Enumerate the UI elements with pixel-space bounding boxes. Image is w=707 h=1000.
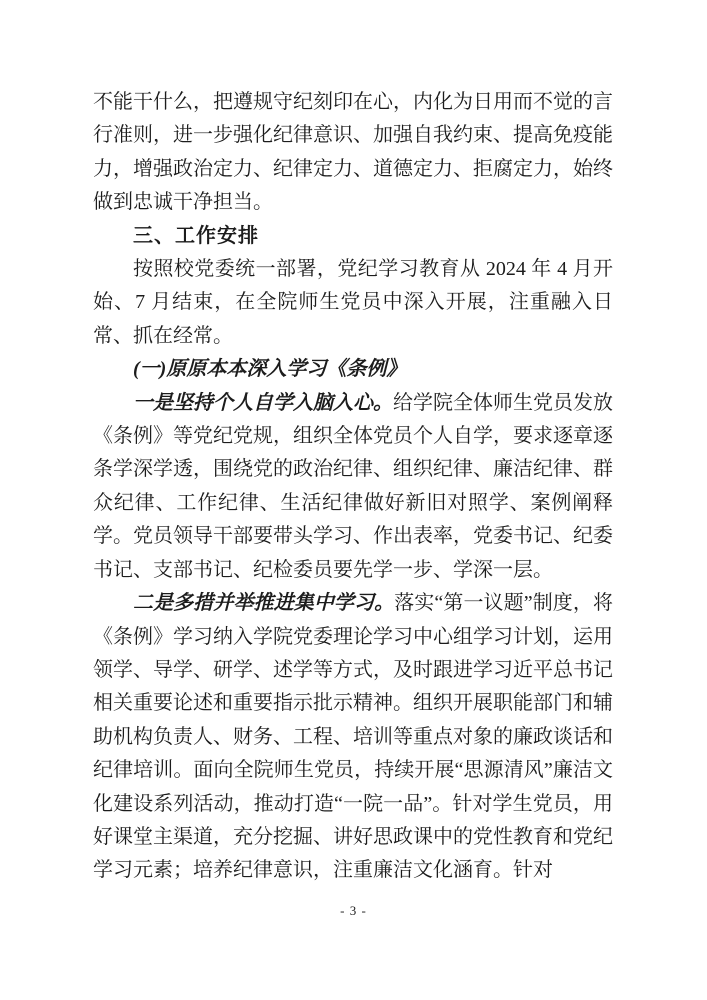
- item2-body-text: 落实“第一议题”制度，将《条例》学习纳入学院党委理论学习中心组学习计划，运用领学、导学、研学、述学等方式，及时跟进学习近平总书记相关重要论述和重要指示批示精神。组织开展职能部门和辅助机构负责人、财务、工程、培训等重点对象的廉政谈话和纪律培训。面向全院师生党员，持续开展“思源清风”廉洁文化建设系列活动，推动打造“一院一品”。针对学生党员，用好课堂主渠道，充分挖掘、讲好思政课中的党性教育和党纪学习元素；培养纪律意识，注重廉洁文化涵育。针对: [93, 592, 613, 882]
- section-heading-work-arrangement: 三、工作安排: [133, 224, 259, 247]
- paragraph-item1: [93, 387, 613, 587]
- page-number: - 3 -: [340, 903, 367, 918]
- paragraph-continuation: 不能干什么，把遵规守纪刻印在心，内化为日用而不觉的言行准则，进一步强化纪律意识、加强自我约束、提高免疫能力，增强政治定力、纪律定力、道德定力、拒腐定力，始终做到忠诚干净担当。: [93, 91, 613, 214]
- paragraph-item2: [93, 587, 613, 888]
- document-body: [93, 86, 613, 888]
- item1-lead-sentence: 一是坚持个人自学入脑入心。: [133, 391, 393, 414]
- paragraph-overview: 按照校党委统一部署，党纪学习教育从 2024 年 4 月开始、7 月结束，在全院师生党员中深入开展，注重融入日常、抓在经常。: [93, 258, 613, 347]
- subsection-heading-study-regulations: (一)原原本本深入学习《条例》: [133, 358, 407, 381]
- item1-body-text: 给学院全体师生党员发放《条例》等党纪党规，组织全体党员个人自学，要求逐章逐条学深学透，围绕党的政治纪律、组织纪律、廉洁纪律、群众纪律、工作纪律、生活纪律做好新旧对照学、案例阐释学。党员领导干部要带头学习、作出表率，党委书记、纪委书记、支部书记、纪检委员要先学一步、学深一层。: [93, 391, 613, 581]
- item2-lead-sentence: 二是多措并举推进集中学习。: [133, 592, 395, 615]
